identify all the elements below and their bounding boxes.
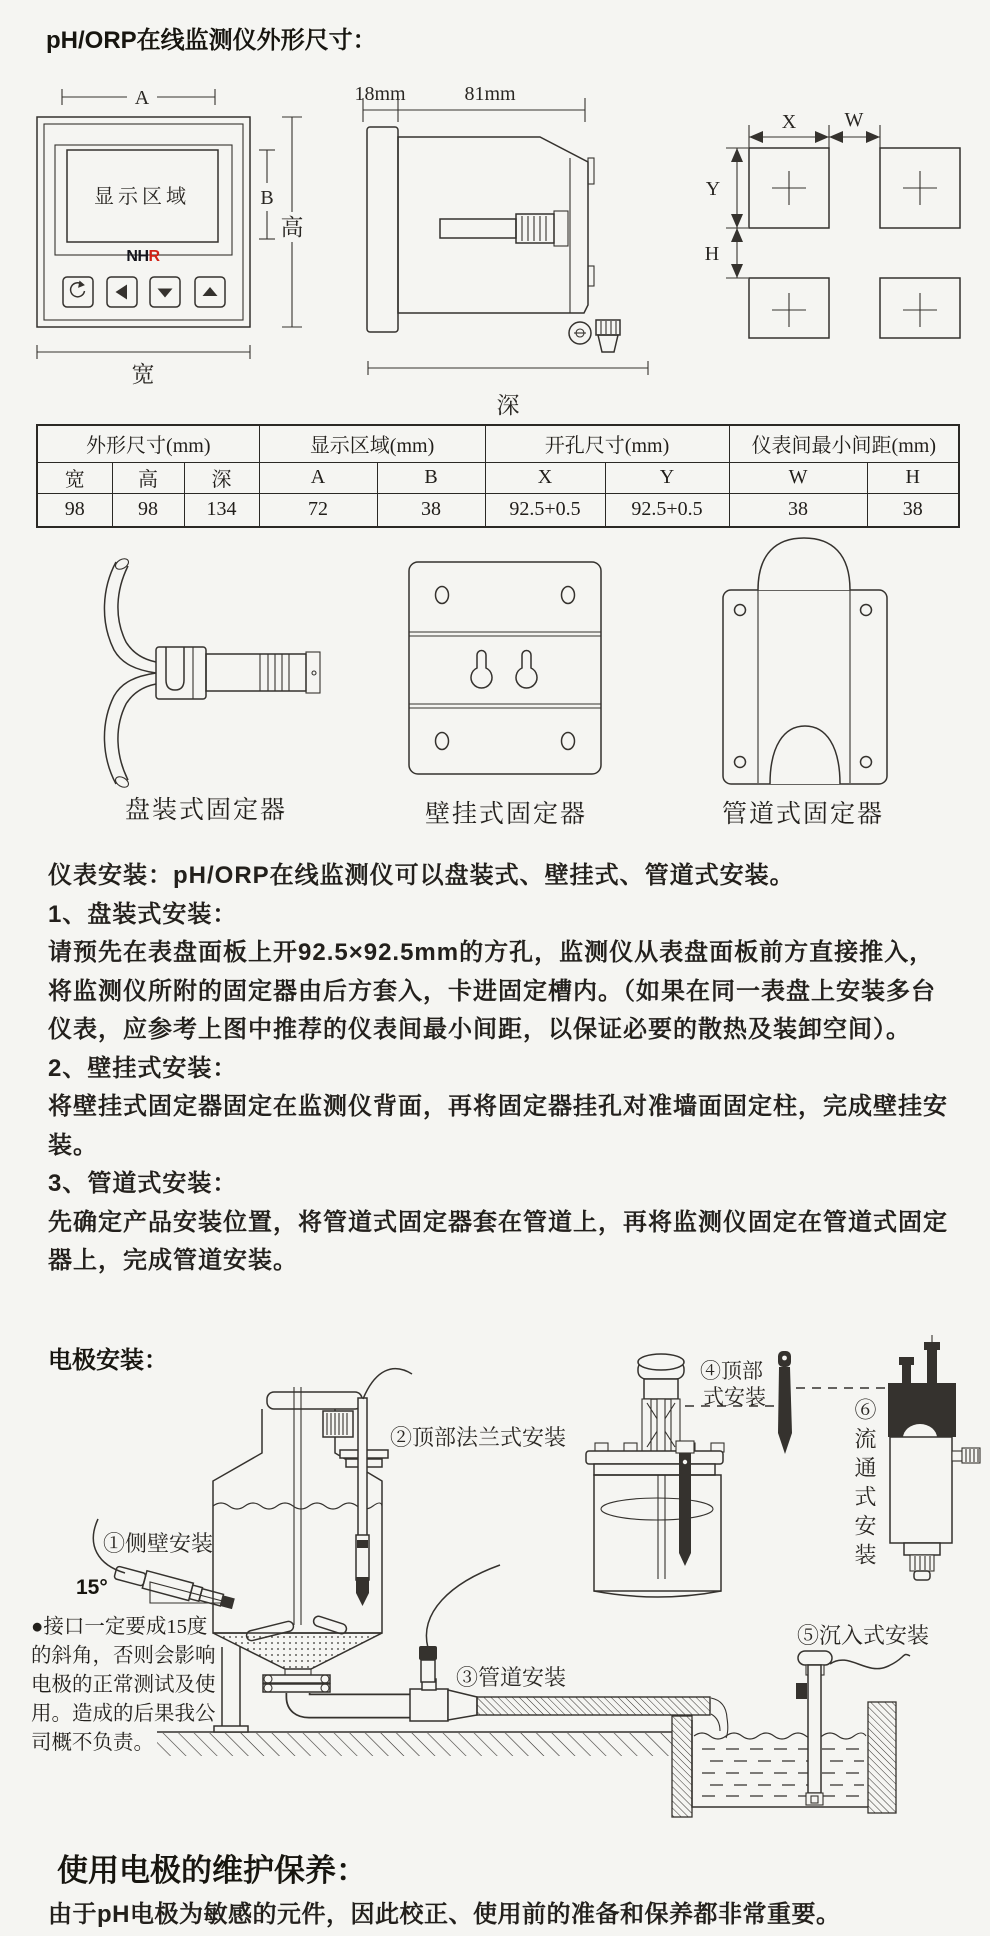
clip-top bbox=[588, 158, 594, 184]
flange-electrode-tip bbox=[356, 1593, 369, 1606]
flange-electrode-tube bbox=[358, 1398, 367, 1538]
water-dashes bbox=[702, 1749, 864, 1796]
value-cell: 38 bbox=[867, 493, 959, 527]
down-triangle-icon bbox=[158, 289, 173, 298]
dim-a-label: A bbox=[134, 87, 150, 109]
fixture-wall-drawing bbox=[405, 556, 605, 782]
case-body-side bbox=[398, 137, 588, 313]
dim-81mm-label: 81mm bbox=[464, 83, 516, 105]
install-line: 装。 bbox=[48, 1131, 98, 1159]
note-line: 用。造成的后果我公 bbox=[31, 1703, 216, 1725]
col-header: W bbox=[729, 462, 867, 493]
pipe-electrode-cable bbox=[426, 1565, 500, 1648]
dim-h-label: H bbox=[704, 243, 720, 265]
install-line: 器上，完成管道安装。 bbox=[48, 1247, 298, 1274]
label-top-install-line1: ④顶部 bbox=[700, 1359, 763, 1383]
center-crosses bbox=[772, 171, 937, 327]
dimension-a bbox=[62, 87, 215, 109]
label-sidewall-install: ①侧壁安装 bbox=[103, 1531, 214, 1556]
sidewall-electrode bbox=[113, 1563, 236, 1612]
sump-basin bbox=[692, 1720, 868, 1807]
dim-depth-label: 深 bbox=[496, 393, 520, 418]
install-line: 1、盘装式安装： bbox=[48, 900, 238, 928]
fixture-wall-label: 壁挂式固定器 bbox=[425, 801, 588, 828]
submerged-cable bbox=[830, 1654, 910, 1668]
shaft-end bbox=[306, 652, 320, 693]
keyhole-right bbox=[516, 651, 537, 688]
value-cell: 38 bbox=[729, 493, 867, 527]
col-header: X bbox=[485, 462, 605, 493]
front-bezel-side bbox=[367, 127, 398, 332]
front-view-drawing bbox=[30, 62, 340, 412]
install-line: 仪表，应参考上图中推荐的仪表间最小间距，以保证必要的散热及装卸空间）。 bbox=[48, 1016, 911, 1043]
svg-text:NHR bbox=[126, 248, 160, 265]
display-area-label: 显示区域 bbox=[94, 186, 190, 208]
liquid-level-wave bbox=[213, 1503, 382, 1509]
dimension-depth bbox=[368, 361, 648, 418]
value-cell: 98 bbox=[37, 493, 112, 527]
pipe-dome bbox=[758, 538, 850, 590]
reactor-liquid bbox=[601, 1498, 713, 1520]
col-header: H bbox=[867, 462, 959, 493]
pipe-arch-cutout bbox=[770, 726, 840, 784]
dim-y-label: Y bbox=[705, 178, 721, 200]
dimension-width bbox=[37, 345, 250, 387]
brand-r: R bbox=[148, 248, 160, 265]
keyhole-left bbox=[471, 651, 492, 688]
dimension-height bbox=[281, 117, 304, 327]
left-triangle-icon bbox=[116, 285, 128, 300]
tank-body bbox=[213, 1409, 382, 1633]
col-header: A bbox=[259, 462, 377, 493]
pipe-tee bbox=[410, 1689, 448, 1721]
value-cell: 38 bbox=[377, 493, 485, 527]
install-line: 3、管道式安装： bbox=[48, 1170, 238, 1197]
button-row bbox=[63, 277, 225, 307]
maintenance-heading: 使用电极的维护保养： bbox=[57, 1853, 367, 1888]
flow-cell bbox=[888, 1335, 980, 1580]
dimension-x bbox=[749, 111, 829, 149]
dim-w-label: W bbox=[844, 109, 864, 131]
sump-right-wall bbox=[868, 1702, 896, 1813]
col-header: B bbox=[377, 462, 485, 493]
angle-warning-note bbox=[31, 1613, 231, 1758]
fixture-pipe-label: 管道式固定器 bbox=[722, 801, 885, 828]
hatched-pipe bbox=[477, 1697, 710, 1715]
brand-logo bbox=[106, 248, 180, 265]
brand-nh: NH bbox=[126, 248, 149, 265]
col-header: 宽 bbox=[37, 462, 112, 493]
flange-electrode bbox=[340, 1369, 412, 1606]
install-line: 仪表安装：pH/ORP在线监测仪可以盘装式、壁挂式、管道式安装。 bbox=[48, 862, 795, 889]
note-line: 司概不负责。 bbox=[31, 1732, 154, 1754]
dimension-table bbox=[36, 424, 960, 528]
value-cell: 98 bbox=[112, 493, 184, 527]
install-instructions bbox=[48, 857, 978, 1281]
pipe-electrode-cap bbox=[419, 1646, 437, 1660]
flange-leader-line bbox=[363, 1369, 412, 1399]
dim-height-label: 高 bbox=[280, 215, 304, 240]
value-cell: 92.5+0.5 bbox=[605, 493, 729, 527]
hole-pattern-drawing bbox=[700, 88, 990, 343]
tank-motor bbox=[323, 1411, 353, 1437]
return-button bbox=[63, 277, 93, 307]
clip-bottom bbox=[588, 266, 594, 286]
col-header: 深 bbox=[184, 462, 259, 493]
pipe-reducer bbox=[448, 1690, 477, 1720]
label-15-degree: 15° bbox=[76, 1576, 108, 1599]
sump-wall bbox=[672, 1716, 692, 1817]
label-pipe-install: ③管道安装 bbox=[456, 1665, 567, 1690]
label-top-flange-install: ②顶部法兰式安装 bbox=[390, 1425, 567, 1450]
fixture-panel-label: 盘装式固定器 bbox=[125, 797, 288, 824]
dimension-y bbox=[706, 148, 748, 228]
group-cutout: 开孔尺寸(mm) bbox=[485, 425, 729, 462]
dimension-w bbox=[829, 109, 880, 149]
label-submerged-install: ⑤沉入式安装 bbox=[797, 1623, 930, 1648]
dim-x-label: X bbox=[781, 111, 797, 133]
panel-latch bbox=[440, 211, 568, 246]
label-top-install-line2: 式安装 bbox=[703, 1385, 766, 1409]
dim-b-label: B bbox=[260, 187, 274, 209]
group-display: 显示区域(mm) bbox=[259, 425, 485, 462]
note-line: 的斜角，否则会影响 bbox=[31, 1645, 216, 1667]
install-line: 将监测仪所附的固定器由后方套入，卡进固定槽内。（如果在同一表盘上安装多台 bbox=[48, 977, 936, 1005]
dim-width-label: 宽 bbox=[131, 362, 155, 387]
install-line: 先确定产品安装位置，将管道式固定器套在管道上，再将监测仪固定在管道式固定 bbox=[48, 1208, 948, 1236]
shaft bbox=[206, 654, 306, 691]
fixture-pipe-drawing bbox=[718, 530, 894, 790]
note-line: ●接口一定要成15度 bbox=[31, 1616, 208, 1638]
group-outline: 外形尺寸(mm) bbox=[37, 425, 259, 462]
up-triangle-icon bbox=[203, 287, 218, 296]
tank-cone bbox=[213, 1633, 382, 1669]
submerged-clamp bbox=[796, 1683, 807, 1699]
reactor-electrode bbox=[679, 1453, 691, 1553]
dimension-h bbox=[705, 228, 748, 278]
fixture-panel-drawing bbox=[70, 552, 350, 797]
dimension-b bbox=[259, 150, 275, 239]
value-cell: 134 bbox=[184, 493, 259, 527]
wall-plate bbox=[409, 562, 601, 774]
install-line: 将壁挂式固定器固定在监测仪背面，再将固定器挂孔对准墙面固定柱，完成壁挂安 bbox=[48, 1093, 948, 1120]
device-inner-frame bbox=[44, 124, 243, 320]
electrode-heading: 电极安装： bbox=[48, 1347, 168, 1374]
sump-water-surface bbox=[694, 1733, 866, 1739]
install-line: 2、壁挂式安装： bbox=[48, 1054, 238, 1082]
label-flow-through-install: ⑥流通式安装 bbox=[852, 1398, 877, 1572]
side-view-drawing bbox=[340, 62, 670, 422]
flow-cell-body bbox=[890, 1437, 952, 1543]
clamp-block bbox=[156, 647, 206, 699]
value-cell: 92.5+0.5 bbox=[485, 493, 605, 527]
value-cell: 72 bbox=[259, 493, 377, 527]
group-spacing: 仪表间最小间距(mm) bbox=[729, 425, 959, 462]
reactor-lid bbox=[586, 1451, 723, 1464]
page-title: pH/ORP在线监测仪外形尺寸： bbox=[46, 27, 377, 54]
dim-18mm-label: 18mm bbox=[354, 83, 406, 105]
submerged-body bbox=[808, 1665, 821, 1793]
maintenance-body: 由于pH电极为敏感的元件，因此校正、使用前的准备和保养都非常重要。 bbox=[48, 1901, 841, 1928]
ground bbox=[157, 1732, 672, 1756]
return-arrowhead-icon bbox=[78, 281, 85, 288]
pipe-electrode-body bbox=[421, 1660, 435, 1682]
col-header: 高 bbox=[112, 462, 184, 493]
cable-gland bbox=[569, 320, 620, 352]
tank-lid bbox=[267, 1392, 362, 1409]
note-line: 电极的正常测试及使 bbox=[31, 1674, 216, 1696]
dimension-table-wrap bbox=[36, 424, 960, 528]
col-header: Y bbox=[605, 462, 729, 493]
electrode-glyph bbox=[778, 1351, 792, 1454]
install-line: 请预先在表盘面板上开92.5×92.5mm的方孔，监测仪从表盘面板前方直接推入， bbox=[48, 939, 935, 966]
cascade-water bbox=[711, 1698, 728, 1738]
bottom-flange bbox=[263, 1669, 330, 1692]
sump bbox=[672, 1698, 896, 1817]
impeller-right bbox=[312, 1615, 347, 1635]
submerged-cap bbox=[798, 1651, 832, 1665]
